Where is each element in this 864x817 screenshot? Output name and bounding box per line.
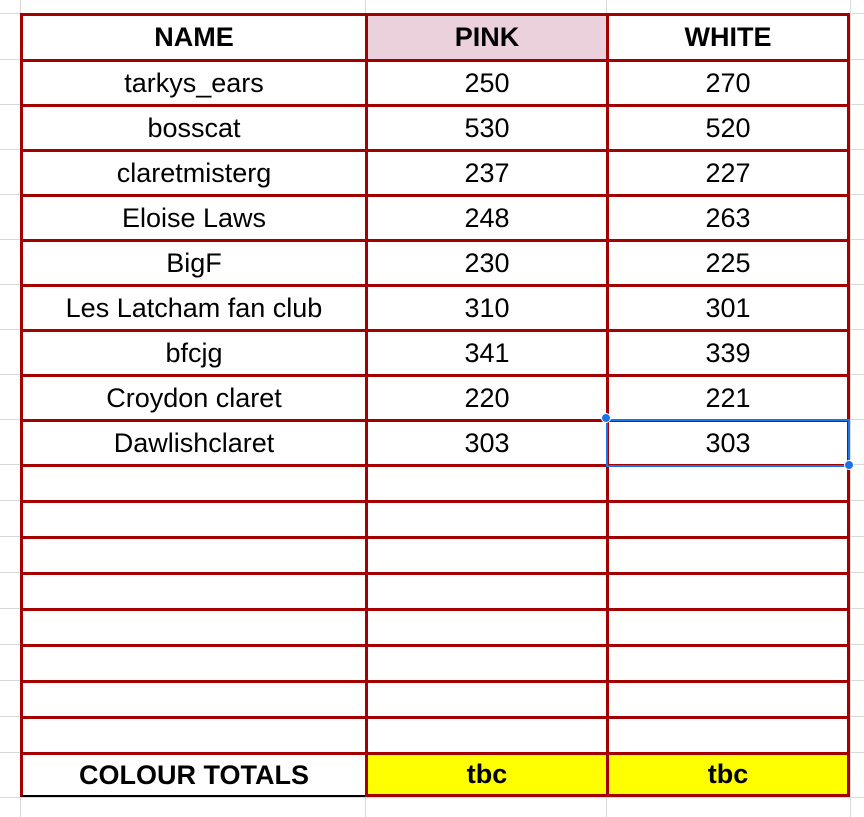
empty-row-white[interactable] — [606, 572, 850, 611]
empty-row-pink[interactable] — [365, 716, 609, 755]
empty-row-name[interactable] — [20, 680, 368, 719]
empty-row-name[interactable] — [20, 716, 368, 755]
row-4-white[interactable]: 263 — [606, 194, 850, 242]
row-2-name[interactable]: bosscat — [20, 104, 368, 152]
row-2-white[interactable]: 520 — [606, 104, 850, 152]
empty-row-pink[interactable] — [365, 500, 609, 539]
row-8-pink[interactable]: 220 — [365, 374, 609, 422]
empty-row-white[interactable] — [606, 680, 850, 719]
row-9-white[interactable]: 303 — [606, 419, 850, 467]
white-total-cell[interactable]: tbc — [606, 752, 850, 797]
row-7-pink[interactable]: 341 — [365, 329, 609, 377]
row-8-white[interactable]: 221 — [606, 374, 850, 422]
row-1-pink[interactable]: 250 — [365, 59, 609, 107]
row-6-white[interactable]: 301 — [606, 284, 850, 332]
row-3-pink[interactable]: 237 — [365, 149, 609, 197]
colour-totals-label[interactable]: COLOUR TOTALS — [20, 752, 368, 797]
row-7-white[interactable]: 339 — [606, 329, 850, 377]
empty-row-pink[interactable] — [365, 536, 609, 575]
empty-row-white[interactable] — [606, 464, 850, 503]
empty-row-pink[interactable] — [365, 680, 609, 719]
empty-row-name[interactable] — [20, 536, 368, 575]
empty-row-pink[interactable] — [365, 572, 609, 611]
empty-row-name[interactable] — [20, 608, 368, 647]
row-5-white[interactable]: 225 — [606, 239, 850, 287]
row-3-name[interactable]: claretmisterg — [20, 149, 368, 197]
empty-row-name[interactable] — [20, 464, 368, 503]
empty-row-name[interactable] — [20, 644, 368, 683]
header-pink[interactable]: PINK — [365, 13, 609, 62]
empty-row-white[interactable] — [606, 500, 850, 539]
empty-row-white[interactable] — [606, 608, 850, 647]
row-8-name[interactable]: Croydon claret — [20, 374, 368, 422]
row-6-name[interactable]: Les Latcham fan club — [20, 284, 368, 332]
row-5-name[interactable]: BigF — [20, 239, 368, 287]
row-3-white[interactable]: 227 — [606, 149, 850, 197]
empty-row-name[interactable] — [20, 572, 368, 611]
row-2-pink[interactable]: 530 — [365, 104, 609, 152]
row-9-name[interactable]: Dawlishclaret — [20, 419, 368, 467]
empty-row-pink[interactable] — [365, 608, 609, 647]
row-1-white[interactable]: 270 — [606, 59, 850, 107]
empty-row-name[interactable] — [20, 500, 368, 539]
selection-handle-top[interactable] — [601, 413, 611, 423]
selection-handle-bottom[interactable] — [844, 460, 854, 470]
row-4-pink[interactable]: 248 — [365, 194, 609, 242]
empty-row-pink[interactable] — [365, 464, 609, 503]
header-name[interactable]: NAME — [20, 13, 368, 62]
pink-total-cell[interactable]: tbc — [365, 752, 609, 797]
header-white[interactable]: WHITE — [606, 13, 850, 62]
empty-row-white[interactable] — [606, 644, 850, 683]
empty-row-white[interactable] — [606, 536, 850, 575]
row-1-name[interactable]: tarkys_ears — [20, 59, 368, 107]
row-5-pink[interactable]: 230 — [365, 239, 609, 287]
row-6-pink[interactable]: 310 — [365, 284, 609, 332]
empty-row-white[interactable] — [606, 716, 850, 755]
empty-row-pink[interactable] — [365, 644, 609, 683]
row-4-name[interactable]: Eloise Laws — [20, 194, 368, 242]
row-9-pink[interactable]: 303 — [365, 419, 609, 467]
row-7-name[interactable]: bfcjg — [20, 329, 368, 377]
